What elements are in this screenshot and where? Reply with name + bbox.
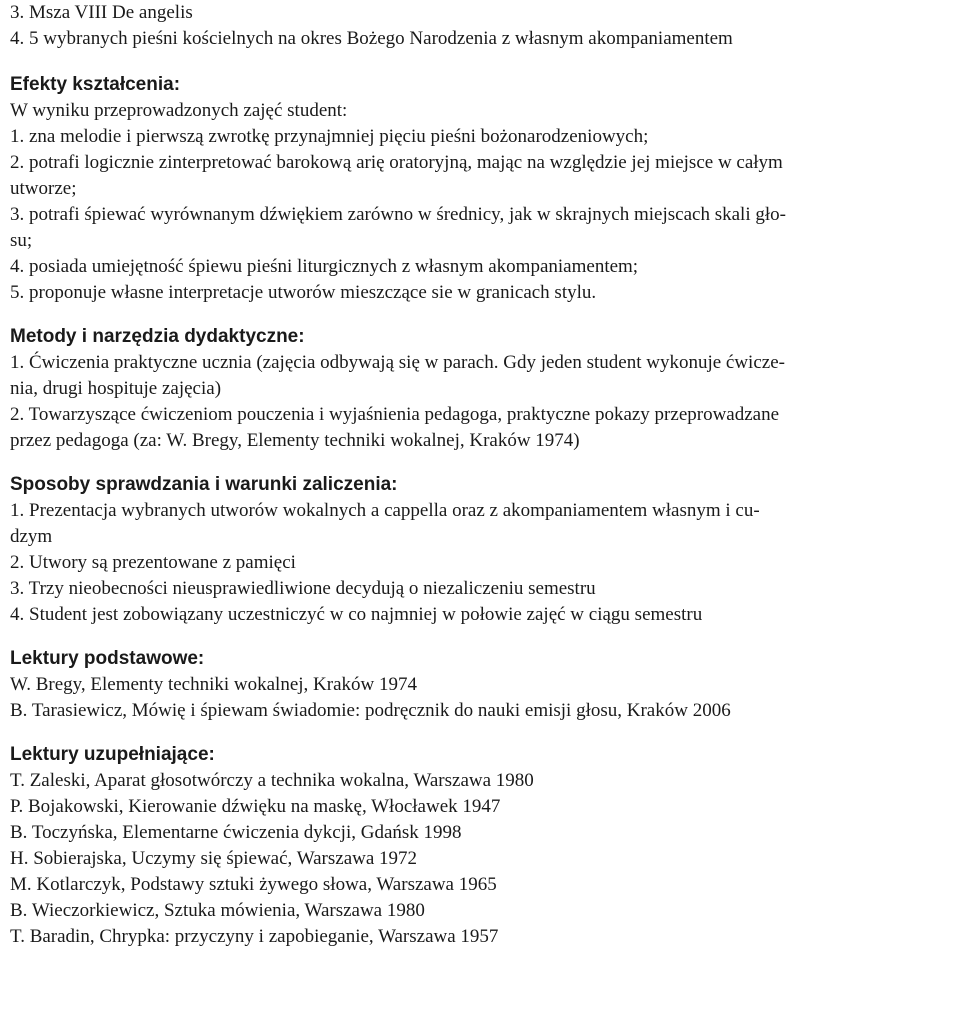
supplementary-reading-section: [10, 742, 950, 950]
assessment-line: dzym: [10, 526, 53, 547]
methods-section: [10, 324, 950, 454]
outcome-line: 2. potrafi logicznie zinterpretować barokową arię oratoryjną, mając na względzie jej miejsce w całym: [10, 152, 783, 173]
reading-entry: P. Bojakowski, Kierowanie dźwięku na maskę, Włocławek 1947: [10, 796, 501, 817]
methods-heading: Metody i narzędzia dydaktyczne:: [10, 326, 305, 347]
reading-entry: W. Bregy, Elementy techniki wokalnej, Kraków 1974: [10, 674, 417, 695]
assessment-line: 1. Prezentacja wybranych utworów wokalnych a cappella oraz z akompaniamentem własnym i cu-: [10, 500, 760, 521]
intro-item: 4. 5 wybranych pieśni kościelnych na okres Bożego Narodzenia z własnym akompaniamentem: [10, 28, 733, 49]
basic-reading-heading: Lektury podstawowe:: [10, 648, 205, 669]
learning-outcomes-section: [10, 72, 950, 306]
reading-entry: B. Wieczorkiewicz, Sztuka mówienia, Warszawa 1980: [10, 900, 425, 921]
assessment-heading: Sposoby sprawdzania i warunki zaliczenia:: [10, 474, 398, 495]
learning-outcomes-heading: Efekty kształcenia:: [10, 74, 181, 95]
method-line: nia, drugi hospituje zajęcia): [10, 378, 222, 399]
intro-list: [10, 0, 950, 52]
assessment-line: 2. Utwory są prezentowane z pamięci: [10, 552, 296, 573]
reading-entry: B. Tarasiewicz, Mówię i śpiewam świadomie: podręcznik do nauki emisji głosu, Kraków 2006: [10, 700, 731, 721]
outcome-line: 3. potrafi śpiewać wyrównanym dźwiękiem zarówno w średnicy, jak w skrajnych miejscach skali gło-: [10, 204, 786, 225]
outcome-line: W wyniku przeprowadzonych zajęć student:: [10, 100, 348, 121]
reading-entry: T. Zaleski, Aparat głosotwórczy a technika wokalna, Warszawa 1980: [10, 770, 534, 791]
assessment-section: [10, 472, 950, 628]
intro-item: 3. Msza VIII De angelis: [10, 2, 193, 23]
outcome-line: utworze;: [10, 178, 77, 199]
reading-entry: T. Baradin, Chrypka: przyczyny i zapobieganie, Warszawa 1957: [10, 926, 499, 947]
method-line: przez pedagoga (za: W. Bregy, Elementy techniki wokalnej, Kraków 1974): [10, 430, 580, 451]
reading-entry: B. Toczyńska, Elementarne ćwiczenia dykcji, Gdańsk 1998: [10, 822, 462, 843]
reading-entry: H. Sobierajska, Uczymy się śpiewać, Warszawa 1972: [10, 848, 418, 869]
assessment-line: 4. Student jest zobowiązany uczestniczyć w co najmniej w połowie zajęć w ciągu semestru: [10, 604, 703, 625]
assessment-line: 3. Trzy nieobecności nieusprawiedliwione decydują o niezaliczeniu semestru: [10, 578, 596, 599]
outcome-line: 5. proponuje własne interpretacje utworów mieszczące sie w granicach stylu.: [10, 282, 597, 303]
reading-entry: M. Kotlarczyk, Podstawy sztuki żywego słowa, Warszawa 1965: [10, 874, 497, 895]
method-line: 1. Ćwiczenia praktyczne ucznia (zajęcia odbywają się w parach. Gdy jeden student wykonuje ćwicze-: [10, 352, 785, 373]
basic-reading-section: [10, 646, 950, 724]
outcome-line: 1. zna melodie i pierwszą zwrotkę przynajmniej pięciu pieśni bożonarodzeniowych;: [10, 126, 649, 147]
method-line: 2. Towarzyszące ćwiczeniom pouczenia i wyjaśnienia pedagoga, praktyczne pokazy przeprowadzane: [10, 404, 780, 425]
outcome-line: 4. posiada umiejętność śpiewu pieśni liturgicznych z własnym akompaniamentem;: [10, 256, 639, 277]
supplementary-reading-heading: Lektury uzupełniające:: [10, 744, 215, 765]
outcome-line: su;: [10, 230, 33, 251]
